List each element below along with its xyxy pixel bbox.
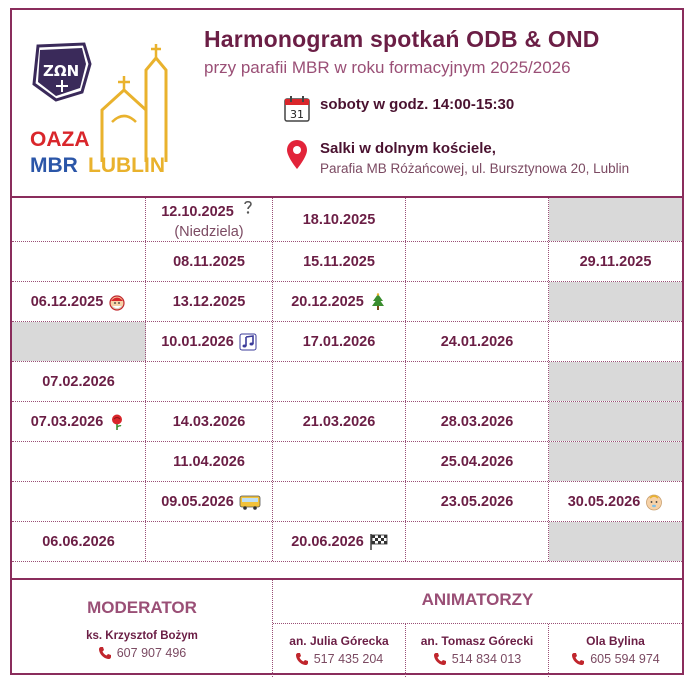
- schedule-row: [12, 362, 682, 402]
- empty-cell: [273, 442, 406, 481]
- moderator-phone: 607 907 496: [12, 646, 272, 660]
- page-subtitle: przy parafii MBR w roku formacyjnym 2025/2026: [204, 58, 571, 77]
- meeting-date: 20.06.2026: [291, 533, 364, 550]
- meeting-date-cell: [12, 282, 146, 321]
- phone-icon: [295, 652, 309, 666]
- meeting-date: 10.01.2026: [161, 333, 234, 350]
- schedule-row: [12, 442, 682, 482]
- meeting-date-cell: [549, 482, 682, 521]
- moderator-section: [12, 580, 273, 677]
- meeting-date: 29.11.2025: [579, 253, 652, 270]
- phone-icon: [98, 646, 112, 660]
- meeting-date-cell: [146, 198, 273, 241]
- animators-heading: ANIMATORZY: [273, 580, 682, 624]
- empty-cell: [549, 282, 682, 321]
- header: [12, 10, 682, 196]
- meeting-date: 23.05.2026: [440, 493, 514, 510]
- meeting-date: 30.05.2026: [567, 493, 641, 510]
- animator-name: an. Tomasz Górecki: [420, 634, 534, 648]
- meeting-date-cell: [146, 322, 273, 361]
- schedule-row: [12, 198, 682, 242]
- animator-name: an. Julia Górecka: [289, 634, 389, 648]
- meeting-date: 07.03.2026: [30, 413, 104, 430]
- animator-name: Ola Bylina: [586, 634, 645, 648]
- meeting-date-cell: [549, 242, 682, 281]
- page-frame: [10, 8, 684, 675]
- meeting-date: 11.04.2026: [173, 453, 245, 470]
- empty-cell: [549, 402, 682, 441]
- empty-cell: [146, 362, 273, 401]
- empty-cell: [406, 362, 549, 401]
- meeting-date-cell: [273, 282, 406, 321]
- meeting-date: 21.03.2026: [302, 413, 376, 430]
- checkered-flag-icon: [369, 533, 387, 551]
- meeting-date: 17.01.2026: [302, 333, 376, 350]
- meeting-date-cell: [12, 362, 146, 401]
- meeting-note: (Niedziela): [174, 223, 244, 240]
- empty-cell: [549, 198, 682, 241]
- meeting-date-cell: [146, 482, 273, 521]
- meeting-date: 08.11.2025: [173, 253, 245, 270]
- meeting-date-cell: [273, 242, 406, 281]
- meeting-date-cell: [406, 482, 549, 521]
- svg-text:LUBLIN: LUBLIN: [88, 154, 165, 177]
- place-main: Salki w dolnym kościele,: [320, 140, 496, 157]
- meeting-date: 12.10.2025: [161, 203, 234, 220]
- schedule-row: [12, 282, 682, 322]
- contacts-footer: [12, 578, 682, 675]
- music-note-icon: [239, 333, 257, 351]
- empty-cell: [406, 242, 549, 281]
- empty-cell: [406, 198, 549, 241]
- svg-text:MBR: MBR: [30, 154, 78, 177]
- meeting-date: 06.06.2026: [42, 533, 115, 550]
- meeting-date-cell: [12, 402, 146, 441]
- meeting-date: 24.01.2026: [440, 333, 514, 350]
- baby-icon: [645, 493, 663, 511]
- empty-cell: [12, 242, 146, 281]
- svg-text:31: 31: [290, 108, 304, 121]
- meeting-date-cell: [273, 198, 406, 241]
- schedule-row: [12, 242, 682, 282]
- phone-icon: [571, 652, 585, 666]
- schedule-row: [12, 402, 682, 442]
- phone-icon: [433, 652, 447, 666]
- calendar-icon: [284, 96, 312, 124]
- oaza-logo: [26, 40, 192, 180]
- animator-card: [406, 624, 549, 677]
- empty-cell: [549, 362, 682, 401]
- meeting-date-cell: [406, 402, 549, 441]
- rose-icon: [108, 413, 126, 431]
- meeting-date-cell: [273, 402, 406, 441]
- meeting-date: 15.11.2025: [303, 253, 375, 270]
- animator-card: [549, 624, 682, 677]
- meeting-date-cell: [146, 242, 273, 281]
- meeting-date: 06.12.2025: [30, 293, 104, 310]
- empty-cell: [406, 282, 549, 321]
- empty-cell: [549, 322, 682, 361]
- svg-text:OAZA: OAZA: [30, 128, 90, 151]
- empty-cell: [273, 482, 406, 521]
- empty-cell: [549, 442, 682, 481]
- meeting-date: 09.05.2026: [161, 493, 234, 510]
- schedule-row: [12, 322, 682, 362]
- meeting-date: 18.10.2025: [302, 211, 376, 228]
- time-info-row: [284, 96, 514, 124]
- empty-cell: [12, 198, 146, 241]
- bus-icon: [239, 493, 257, 511]
- meeting-date-cell: [146, 282, 273, 321]
- empty-cell: [146, 522, 273, 561]
- empty-cell: [12, 442, 146, 481]
- question-mark-icon: [239, 198, 257, 216]
- animator-phone: 605 594 974: [549, 652, 682, 666]
- schedule-row: [12, 482, 682, 522]
- meeting-date-cell: [273, 322, 406, 361]
- meeting-date: 25.04.2026: [440, 453, 514, 470]
- moderator-name: ks. Krzysztof Bożym: [86, 630, 198, 642]
- animator-card: [273, 624, 406, 677]
- meeting-date: 13.12.2025: [172, 293, 246, 310]
- animator-phone: 517 435 204: [273, 652, 405, 666]
- schedule-row: [12, 522, 682, 562]
- meeting-date: 14.03.2026: [172, 413, 246, 430]
- empty-cell: [12, 322, 146, 361]
- animator-phone: 514 834 013: [406, 652, 548, 666]
- empty-cell: [273, 362, 406, 401]
- time-info: soboty w godz. 14:00-15:30: [320, 96, 515, 113]
- schedule-table: [12, 196, 682, 562]
- empty-cell: [406, 522, 549, 561]
- meeting-date-cell: [12, 522, 146, 561]
- meeting-date-cell: [146, 442, 273, 481]
- empty-cell: [12, 482, 146, 521]
- place-address: Parafia MB Różańcowej, ul. Bursztynowa 20, Lublin: [320, 161, 630, 176]
- meeting-date-cell: [273, 522, 406, 561]
- meeting-date: 07.02.2026: [42, 373, 115, 390]
- empty-cell: [549, 522, 682, 561]
- meeting-date: 20.12.2025: [291, 293, 364, 310]
- meeting-date-cell: [406, 322, 549, 361]
- place-info-row: [284, 140, 629, 176]
- moderator-heading: MODERATOR: [87, 598, 197, 617]
- page-title: Harmonogram spotkań ODB & OND: [204, 26, 600, 52]
- svg-text:ZΩN: ZΩN: [43, 62, 80, 80]
- meeting-date-cell: [146, 402, 273, 441]
- meeting-date-cell: [406, 442, 549, 481]
- meeting-date: 28.03.2026: [440, 413, 514, 430]
- santa-icon: [108, 293, 126, 311]
- christmas-tree-icon: [369, 293, 387, 311]
- location-pin-icon: [284, 140, 312, 168]
